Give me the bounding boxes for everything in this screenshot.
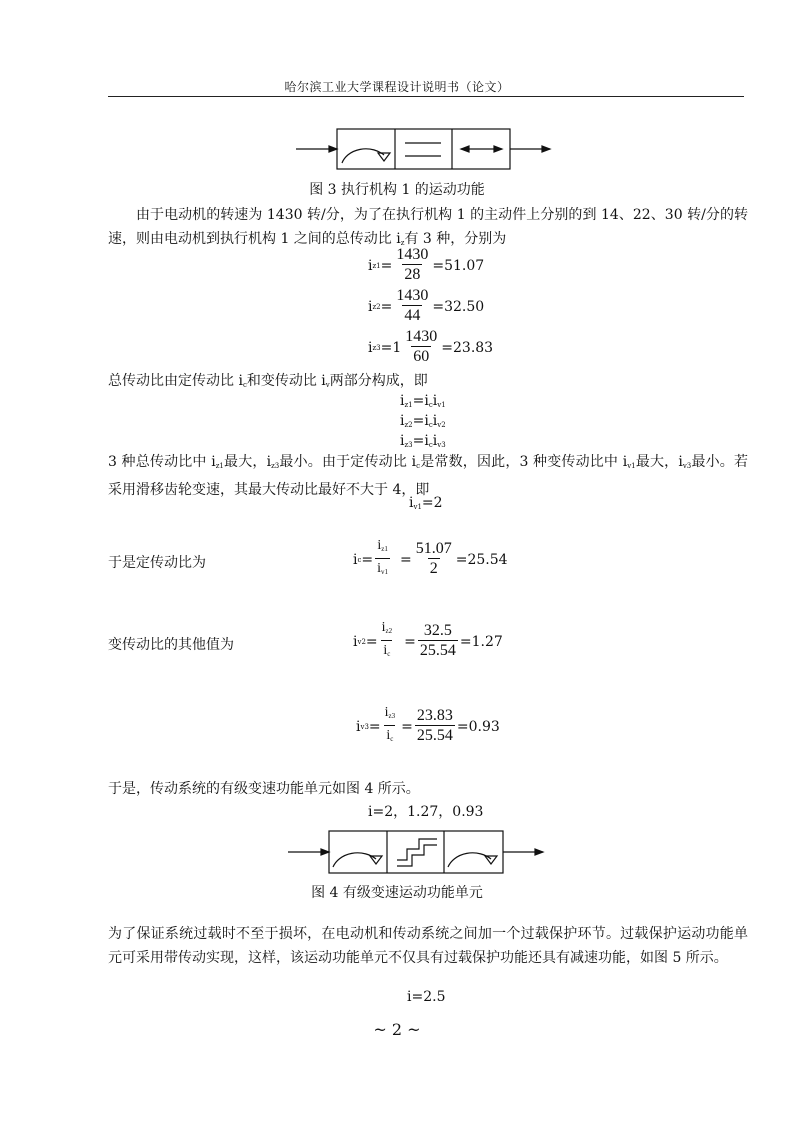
- equation-iv3: i v3 = $\frac{i_{z3}}{i_c}$ = $\frac{23.83}{25.54}$ =0.93: [356, 704, 500, 749]
- page-header: 哈尔滨工业大学课程设计说明书（论文）: [284, 80, 510, 94]
- relation-2: $i_{z2}=i_ci_{v2}$: [400, 413, 446, 429]
- paragraph-2: 总传动比由定传动比 $i_c$和变传动比 $i_v$两部分构成，即: [108, 373, 428, 389]
- equation-iz3: i z3 =1 $\frac{1430}{60}$ =23.83: [368, 328, 494, 365]
- paragraph-5: 为了保证系统过载时不至于损坏，在电动机和传动系统之间加一个过载保护环节。过载保护运动功能单元可采用带传动实现，这样，该运动功能单元不仅具有过载保护功能还具有减速功能，如图 5 所示。: [108, 926, 748, 966]
- relation-1: $i_{z1}=i_ci_{v1}$: [400, 393, 446, 409]
- figure-4-ratio: i=2，1.27，0.93: [368, 804, 484, 820]
- paragraph-1: 由于电动机的转速为 1430 转/分，为了在执行机构 1 的主动件上分别的到 14、22、30 转/分的转速，则由电动机到执行机构 1 之间的总传动比 $i_z$有 3 种，分别为: [108, 207, 748, 247]
- equation-iv2: i v2 = $\frac{i_{z2}}{i_c}$ = $\frac{32.5}{25.54}$ =1.27: [353, 619, 503, 664]
- equation-iz1: i z1 = $\frac{1430}{28}$ =51.07: [368, 246, 485, 283]
- figure-4-caption: 图 4 有级变速运动功能单元: [311, 885, 483, 901]
- equation-iz2: i z2 = $\frac{1430}{44}$ =32.50: [368, 287, 485, 324]
- equation-ic: i c = $\frac{i_{z1}}{i_{v1}}$ = $\frac{51.07}{2}$ =25.54: [353, 537, 508, 582]
- page-number: ~ 2 ~: [373, 1020, 421, 1039]
- label-fixed-ratio: 于是定传动比为: [108, 555, 206, 571]
- figure-5-ratio: i=2.5: [407, 989, 446, 1005]
- equation-iv1: $i_{v1}=2$: [409, 495, 443, 511]
- relation-3: $i_{z3}=i_ci_{v3}$: [400, 433, 446, 449]
- paragraph-4: 于是，传动系统的有级变速功能单元如图 4 所示。: [108, 781, 420, 797]
- figure-3-caption: 图 3 执行机构 1 的运动功能: [309, 182, 485, 198]
- paragraph-3: 3 种总传动比中 $i_{z1}$最大，$i_{z3}$最小。由于定传动比 $i_c$是常数，因此，3 种变传动比中 $i_{v1}$最大，$i_{v3}$最小。若采用滑移齿轮变速，其最大传动比最好不大于 4，即: [108, 454, 748, 498]
- label-other-ratios: 变传动比的其他值为: [108, 637, 234, 653]
